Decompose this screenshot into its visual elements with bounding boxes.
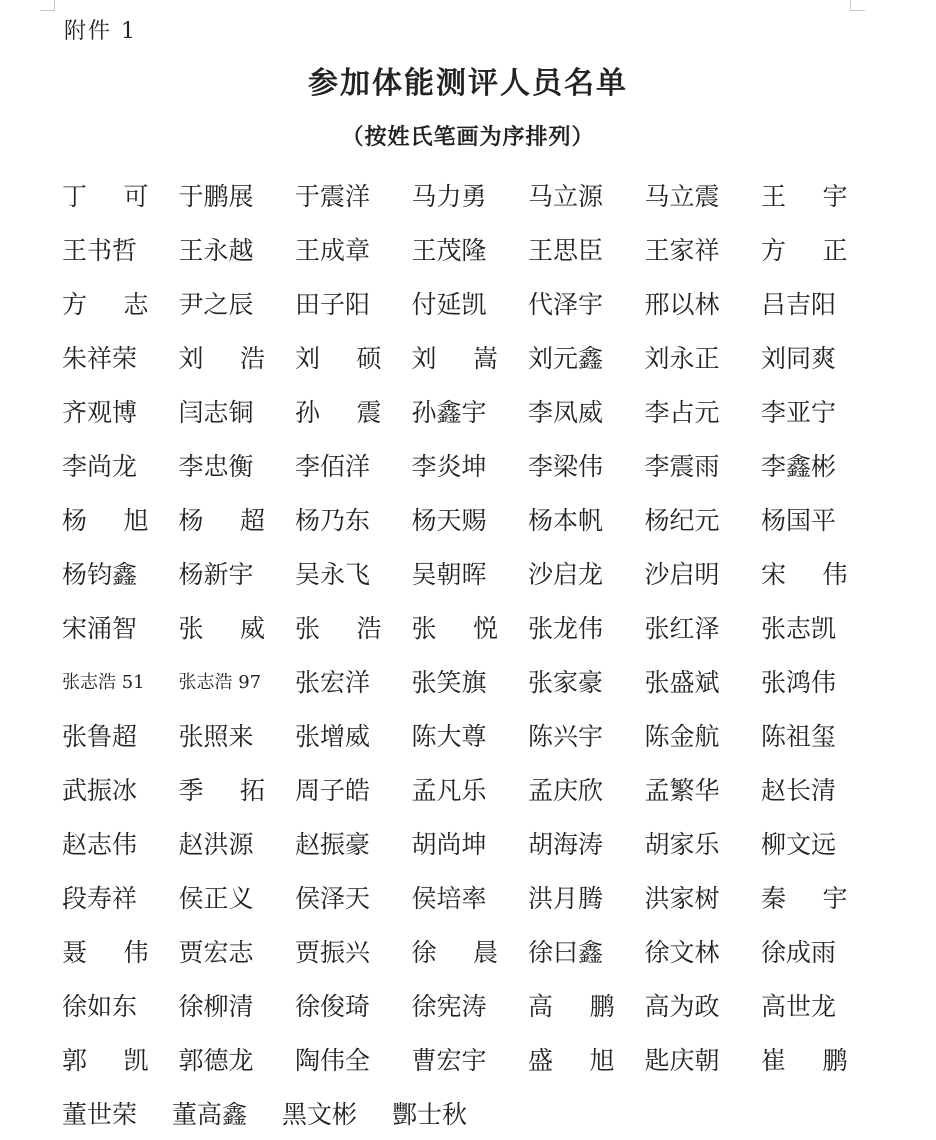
name-entry: 李占元 [644,398,720,427]
name-entry: 胡尚坤 [411,830,487,859]
name-row [62,600,862,654]
name-entry: 徐宪涛 [411,992,487,1021]
name-entry: 尹之辰 [178,290,254,319]
name-entry: 洪家树 [644,884,720,913]
name-row [62,222,862,276]
name-entry: 张志浩 97 [178,672,262,693]
name-entry: 李炎坤 [411,452,487,481]
name-entry: 郭德龙 [178,1046,254,1075]
name-row [62,438,862,492]
name-entry: 盛 旭 [528,1046,615,1075]
name-entry: 张志浩 51 [62,672,145,693]
page-corner-mark-right [850,0,865,11]
name-entry: 吕吉阳 [761,290,837,319]
name-entry: 徐曰鑫 [528,938,604,967]
name-entry: 李鑫彬 [761,452,837,481]
name-entry: 高 鹏 [528,992,615,1021]
name-entry: 马力勇 [411,182,487,211]
name-entry: 陈大尊 [411,722,487,751]
name-entry: 张笑旗 [411,668,487,697]
name-entry: 秦 宇 [761,884,848,913]
name-entry: 沙启明 [644,560,720,589]
name-entry: 张 悦 [411,614,498,643]
name-entry: 王书哲 [62,236,138,265]
name-entry: 张鸿伟 [761,668,837,697]
name-entry: 匙庆朝 [644,1046,720,1075]
name-entry: 宋 伟 [761,560,848,589]
name-row [62,978,862,1032]
name-entry: 张照来 [178,722,254,751]
name-entry: 徐成雨 [761,938,837,967]
name-entry: 张红泽 [644,614,720,643]
name-entry: 孙鑫宇 [411,398,487,427]
name-entry: 杨 旭 [62,506,149,535]
name-entry: 代泽宇 [528,290,604,319]
name-entry: 李亚宁 [761,398,837,427]
name-entry: 王家祥 [644,236,720,265]
name-row [62,330,862,384]
name-entry: 郭 凯 [62,1046,149,1075]
name-entry: 杨天赐 [411,506,487,535]
page-corner-mark-left [40,0,55,11]
name-entry: 李忠衡 [178,452,254,481]
name-entry: 刘永正 [644,344,720,373]
name-entry: 侯正义 [178,884,254,913]
name-list [62,168,862,1140]
name-entry: 于震洋 [295,182,371,211]
name-entry: 沙启龙 [528,560,604,589]
name-entry: 崔 鹏 [761,1046,848,1075]
name-row [62,654,862,708]
name-row [62,384,862,438]
name-entry: 吴朝晖 [411,560,487,589]
name-entry: 周子皓 [295,776,371,805]
name-entry: 王茂隆 [411,236,487,265]
name-entry: 宋涌智 [62,614,138,643]
name-entry: 李佰洋 [295,452,371,481]
name-entry: 赵振豪 [295,830,371,859]
name-row [62,762,862,816]
name-entry: 丁 可 [62,182,149,211]
name-entry: 陈兴宇 [528,722,604,751]
name-entry: 高世龙 [761,992,837,1021]
name-entry: 胡海涛 [528,830,604,859]
name-entry: 邢以林 [644,290,720,319]
name-row [62,276,862,330]
name-row [62,816,862,870]
name-entry: 徐文林 [644,938,720,967]
name-entry: 杨本帆 [528,506,604,535]
name-entry: 杨乃东 [295,506,371,535]
name-entry: 杨新宇 [178,560,254,589]
name-row [62,492,862,546]
name-row [62,546,862,600]
name-entry: 李凤威 [528,398,604,427]
name-entry: 张 威 [178,614,265,643]
name-entry: 刘 浩 [178,344,265,373]
name-entry: 刘 嵩 [411,344,498,373]
document-subtitle: （按姓氏笔画为序排列） [341,124,595,150]
name-entry: 王成章 [295,236,371,265]
name-entry: 董高鑫 [172,1100,248,1129]
name-entry: 李梁伟 [528,452,604,481]
name-entry: 吴永飞 [295,560,371,589]
name-row [62,708,862,762]
name-entry: 于鹏展 [178,182,254,211]
name-entry: 赵洪源 [178,830,254,859]
name-entry: 曹宏宇 [411,1046,487,1075]
name-entry: 徐 晨 [411,938,498,967]
name-entry: 杨国平 [761,506,837,535]
name-row [62,924,862,978]
name-entry: 胡家乐 [644,830,720,859]
name-row [62,1032,862,1086]
name-entry: 王永越 [178,236,254,265]
name-entry: 黑文彬 [282,1100,358,1129]
document-title: 参加体能测评人员名单 [308,66,628,101]
name-entry: 徐俊琦 [295,992,371,1021]
name-entry: 陈金航 [644,722,720,751]
name-entry: 张志凯 [761,614,837,643]
name-entry: 孟庆欣 [528,776,604,805]
name-row [62,870,862,924]
name-entry: 刘同爽 [761,344,837,373]
name-entry: 田子阳 [295,290,371,319]
name-entry: 高为政 [644,992,720,1021]
name-entry: 侯泽天 [295,884,371,913]
name-entry: 张家豪 [528,668,604,697]
name-entry: 赵志伟 [62,830,138,859]
name-entry: 侯培率 [411,884,487,913]
name-entry: 张龙伟 [528,614,604,643]
name-entry: 王思臣 [528,236,604,265]
name-entry: 王 宇 [761,182,848,211]
name-entry: 徐如东 [62,992,138,1021]
name-entry: 杨 超 [178,506,265,535]
name-entry: 柳文远 [761,830,837,859]
name-entry: 贾振兴 [295,938,371,967]
name-entry: 张 浩 [295,614,382,643]
name-entry: 马立源 [528,182,604,211]
name-entry: 方 志 [62,290,149,319]
name-entry: 方 正 [761,236,848,265]
name-entry: 马立震 [644,182,720,211]
name-entry: 孟凡乐 [411,776,487,805]
name-entry: 杨钧鑫 [62,560,138,589]
name-entry: 季 拓 [178,776,265,805]
name-entry: 酆士秋 [392,1100,468,1129]
name-entry: 段寿祥 [62,884,138,913]
name-entry: 付延凯 [411,290,487,319]
name-entry: 陈祖玺 [761,722,837,751]
name-entry: 贾宏志 [178,938,254,967]
name-entry: 赵长清 [761,776,837,805]
name-entry: 孟繁华 [644,776,720,805]
name-entry: 齐观博 [62,398,138,427]
name-entry: 李尚龙 [62,452,138,481]
name-entry: 洪月腾 [528,884,604,913]
name-entry: 董世荣 [62,1100,138,1129]
name-row [62,168,862,222]
name-entry: 张盛斌 [644,668,720,697]
name-entry: 朱祥荣 [62,344,138,373]
name-entry: 李震雨 [644,452,720,481]
name-entry: 武振冰 [62,776,138,805]
name-entry: 张增威 [295,722,371,751]
name-entry: 徐柳清 [178,992,254,1021]
attachment-label: 附件 1 [64,19,137,44]
name-entry: 陶伟全 [295,1046,371,1075]
name-entry: 张宏洋 [295,668,371,697]
name-entry: 刘 硕 [295,344,382,373]
name-row [62,1086,862,1140]
name-entry: 杨纪元 [644,506,720,535]
name-entry: 刘元鑫 [528,344,604,373]
name-entry: 张鲁超 [62,722,138,751]
name-entry: 闫志铜 [178,398,254,427]
name-entry: 聂 伟 [62,938,149,967]
name-entry: 孙 震 [295,398,382,427]
